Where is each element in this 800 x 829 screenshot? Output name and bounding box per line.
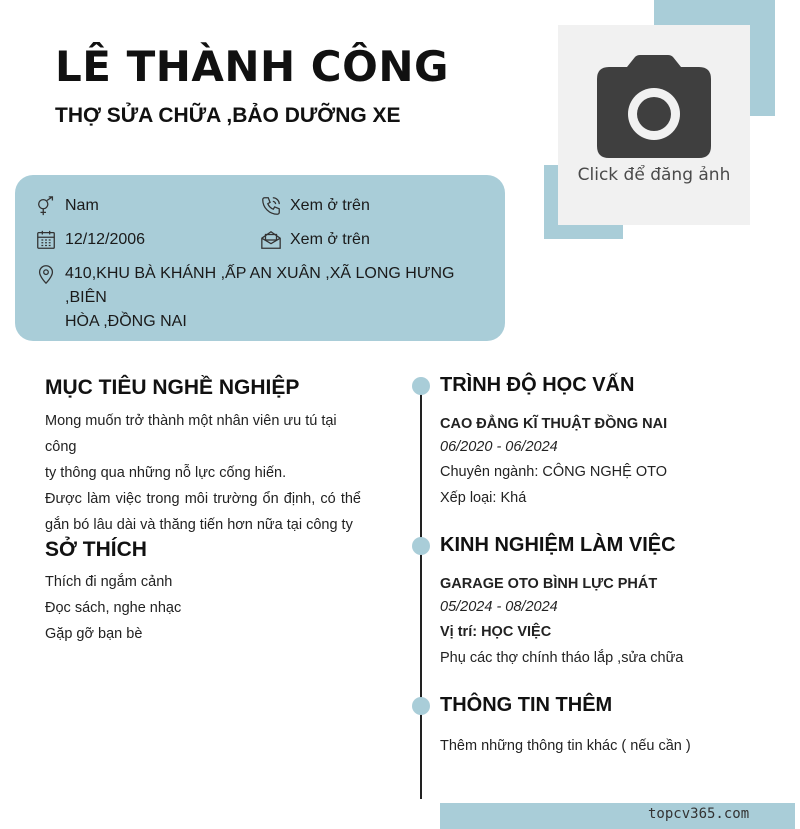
candidate-position: THỢ SỬA CHỮA ,BẢO DƯỠNG XE	[55, 104, 401, 127]
contact-birthday	[35, 228, 145, 252]
phone-value: Xem ở trên	[290, 197, 370, 214]
hobby-item: Thích đi ngắm cảnh	[45, 574, 173, 590]
experience-description: Phụ các thợ chính tháo lắp ,sửa chữa	[440, 650, 684, 666]
extra-info-title: THÔNG TIN THÊM	[440, 694, 613, 716]
footer-site: topcv365.com	[648, 806, 750, 822]
phone-icon	[260, 195, 282, 217]
contact-email	[260, 228, 370, 252]
footer-watermark	[440, 803, 795, 829]
education-major: Chuyên ngành: CÔNG NGHỆ OTO	[440, 464, 667, 480]
photo-upload-label: Click để đăng ảnh	[577, 165, 731, 185]
camera-icon	[597, 55, 711, 158]
experience-company: GARAGE OTO BÌNH LỰC PHÁT	[440, 576, 658, 592]
location-pin-icon	[35, 263, 57, 285]
email-value: Xem ở trên	[290, 231, 370, 248]
education-rank: Xếp loại: Khá	[440, 490, 527, 506]
objective-title: MỤC TIÊU NGHỀ NGHIỆP	[45, 376, 300, 399]
objective-line: Mong muốn trở thành một nhân viên ưu tú tại công	[45, 413, 337, 455]
experience-role: Vị trí: HỌC VIỆC	[440, 624, 552, 640]
contact-gender	[35, 194, 99, 218]
objective-line: gắn bó lâu dài và thăng tiến hơn nữa tại công ty	[45, 517, 353, 533]
address-line-1: 410,KHU BÀ KHÁNH ,ẤP AN XUÂN ,XÃ LONG HƯNG ,BIÊN	[65, 265, 455, 306]
timeline-dot	[412, 377, 430, 395]
objective-line: Được làm việc trong môi trường ổn định, có thể	[45, 491, 361, 507]
contact-address	[35, 262, 485, 334]
candidate-name: LÊ THÀNH CÔNG	[55, 42, 449, 91]
timeline-dot	[412, 537, 430, 555]
gender-icon	[35, 195, 57, 217]
birthday-value: 12/12/2006	[65, 231, 146, 248]
objective-line: ty thông qua những nỗ lực cống hiến.	[45, 465, 287, 481]
gender-value: Nam	[65, 197, 99, 214]
photo-upload[interactable]	[558, 25, 750, 225]
calendar-icon	[35, 229, 57, 251]
hobby-item: Đọc sách, nghe nhạc	[45, 600, 182, 616]
contact-card	[15, 175, 505, 341]
hobbies-list	[45, 569, 361, 647]
hobby-item: Gặp gỡ bạn bè	[45, 626, 143, 642]
address-line-2: HÒA ,ĐỒNG NAI	[65, 313, 187, 330]
timeline-dot	[412, 697, 430, 715]
mail-icon	[260, 229, 282, 251]
hobbies-title: SỞ THÍCH	[45, 538, 147, 561]
contact-phone	[260, 194, 370, 218]
experience-title: KINH NGHIỆM LÀM VIỆC	[440, 534, 676, 556]
education-period: 06/2020 - 06/2024	[440, 439, 558, 455]
extra-info-text: Thêm những thông tin khác ( nếu cần )	[440, 738, 691, 754]
education-title: TRÌNH ĐỘ HỌC VẤN	[440, 374, 635, 396]
timeline-line	[420, 385, 422, 799]
objective-text	[45, 408, 361, 538]
education-school: CAO ĐẲNG KĨ THUẬT ĐỒNG NAI	[440, 416, 668, 432]
experience-period: 05/2024 - 08/2024	[440, 599, 558, 615]
